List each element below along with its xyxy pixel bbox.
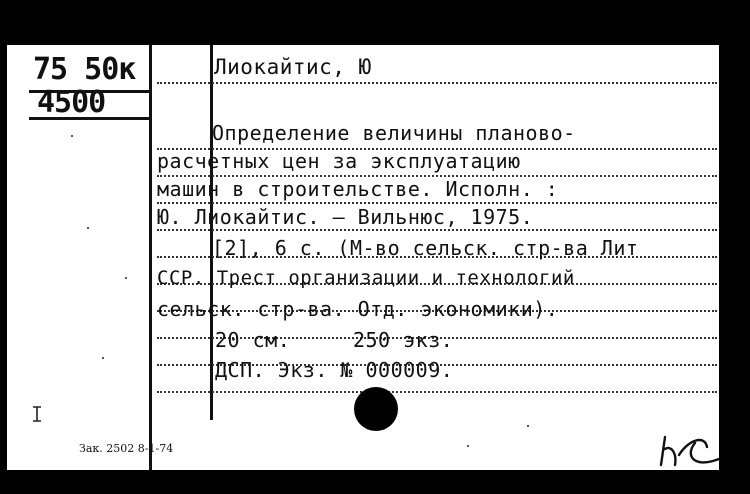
ruled-line [157, 202, 717, 204]
call-number: 75 50к [33, 52, 136, 87]
ruled-line [157, 391, 717, 393]
author-heading: Лиокайтис, Ю [214, 55, 372, 79]
handwritten-signature [655, 425, 719, 470]
physical-description: 20 см. 250 экз. [215, 328, 454, 352]
margin-mark-icon [31, 405, 43, 425]
ruled-line [157, 229, 717, 231]
scan-speck [125, 277, 127, 279]
copy-note: ДСП. Экз. № 000009. [215, 358, 454, 382]
description-line: [2], 6 с. (М-во сельск. стр-ва Лит [212, 236, 639, 260]
catalog-card [7, 45, 719, 470]
printer-mark: Зак. 2502 8-1-74 [79, 442, 174, 455]
ruled-line [157, 82, 717, 84]
scan-speck [527, 425, 529, 427]
description-line: ССР. Трест организации и технологий [157, 267, 575, 289]
punch-hole [354, 387, 398, 431]
description-line: машин в строительстве. Исполн. : [157, 177, 559, 201]
scan-speck [87, 227, 89, 229]
accession-number: 4500 [37, 85, 106, 120]
left-margin-rule [149, 45, 152, 470]
description-line: расчетных цен за эксплуатацию [157, 149, 521, 173]
description-line: Ю. Лиокайтис. — Вильнюс, 1975. [157, 205, 534, 229]
scan-speck [102, 357, 104, 359]
scan-speck [71, 135, 73, 137]
description-line: сельск. стр-ва. Отд. экономики). [157, 297, 559, 321]
scan-speck [467, 445, 469, 447]
description-line: Определение величины планово- [212, 121, 576, 145]
